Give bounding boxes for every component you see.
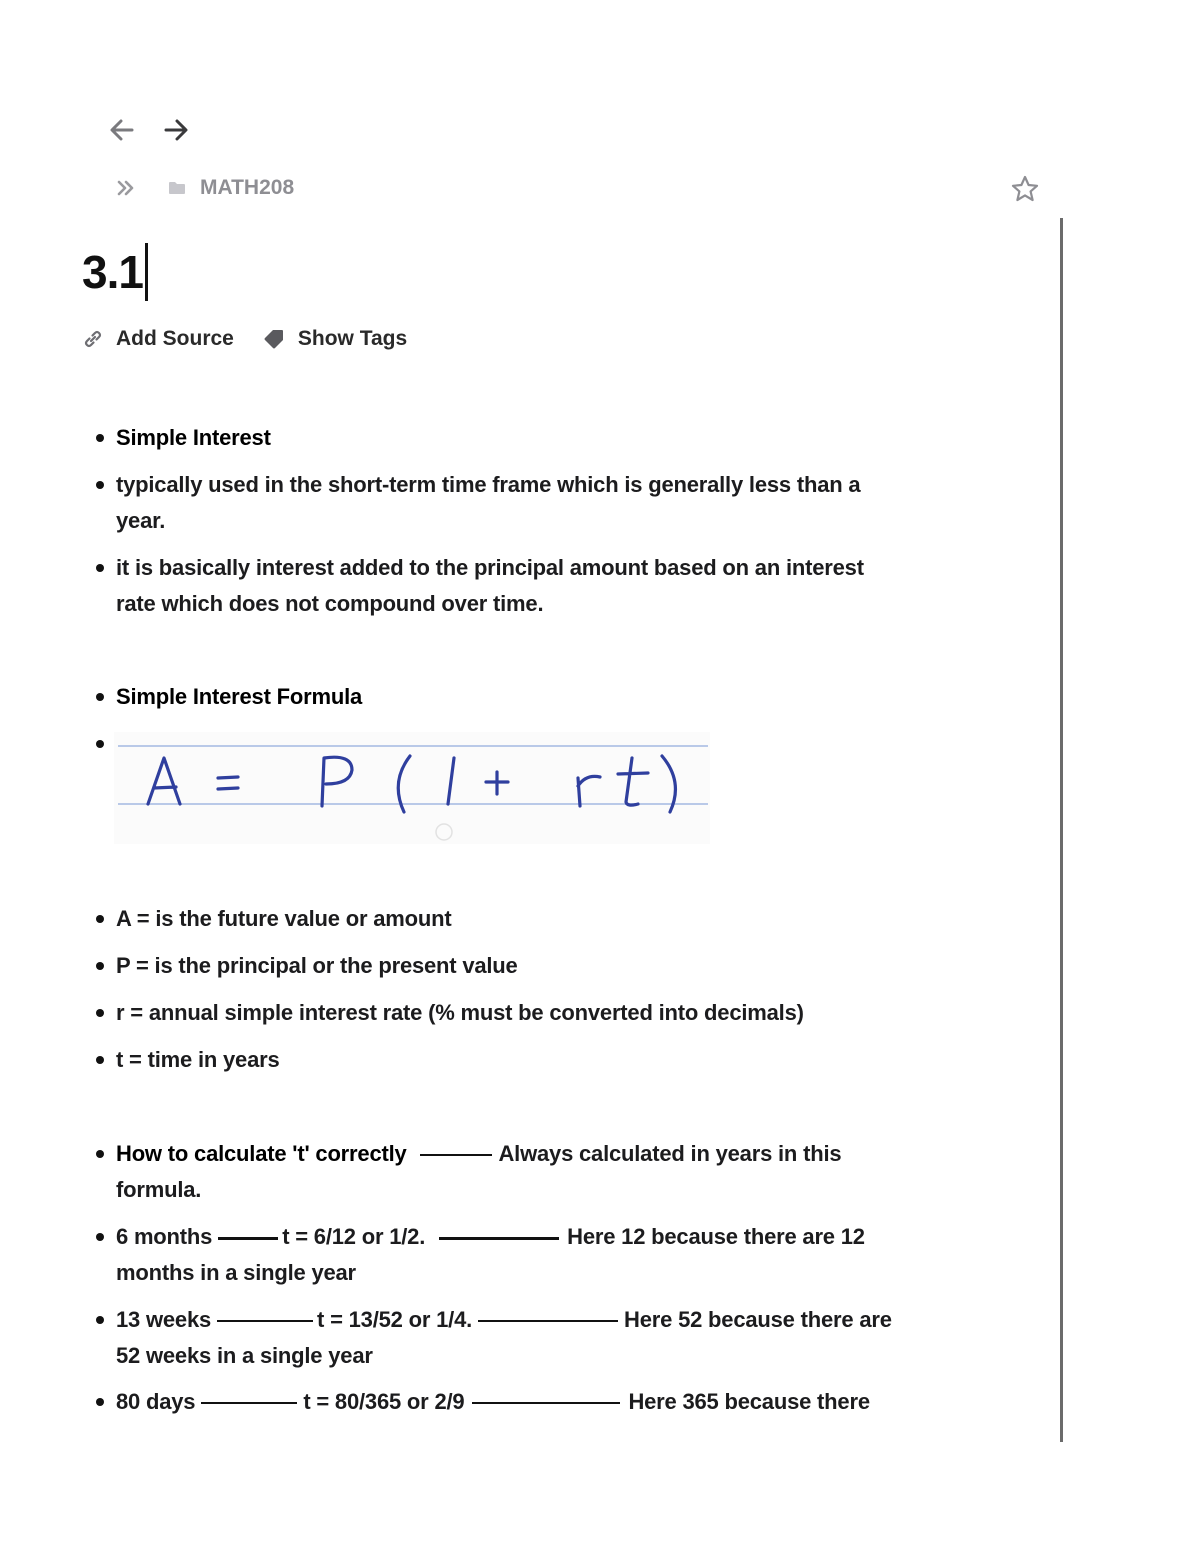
list-item-text[interactable]: year. xyxy=(116,508,166,533)
back-button[interactable] xyxy=(106,112,138,148)
bullet-dot xyxy=(96,1316,104,1324)
bullet-dot xyxy=(96,693,104,701)
arrow-right-icon xyxy=(162,118,190,142)
note-meta-row xyxy=(82,322,407,356)
bullet-dot xyxy=(96,1150,104,1158)
segment-text: t = 80/365 or 2/9 xyxy=(303,1389,465,1414)
segment-text: Here 365 because there xyxy=(628,1389,870,1414)
add-source-label: Add Source xyxy=(116,327,234,350)
list-item-text[interactable]: 52 weeks in a single year xyxy=(116,1343,373,1368)
bullet-dot xyxy=(96,1009,104,1017)
list-item-text[interactable]: t = time in years xyxy=(116,1047,280,1072)
list-item-text[interactable]: Simple Interest Formula xyxy=(116,684,363,709)
add-source-button[interactable] xyxy=(82,327,234,351)
bullet-dot xyxy=(96,962,104,970)
dash-divider xyxy=(201,1402,297,1404)
segment-text: Here 12 because there are 12 xyxy=(567,1224,865,1249)
bullet-dot xyxy=(96,1056,104,1064)
double-chevron-right-icon xyxy=(116,179,136,197)
expand-sidebar-button[interactable] xyxy=(112,174,140,202)
segment-text: t = 6/12 or 1/2. xyxy=(282,1224,426,1249)
list-item-text[interactable] xyxy=(116,1302,892,1338)
bullet-dot xyxy=(96,740,104,748)
segment-text: 6 months xyxy=(116,1224,213,1249)
segment-text: 80 days xyxy=(116,1389,196,1414)
handwritten-formula-image[interactable] xyxy=(114,732,710,844)
list-item-text[interactable]: months in a single year xyxy=(116,1260,356,1285)
bullet-dot xyxy=(96,481,104,489)
list-item-text[interactable]: typically used in the short-term time frame which is generally less than a xyxy=(116,472,861,497)
bullet-dot xyxy=(96,564,104,572)
folder-icon xyxy=(168,178,188,198)
list-item-text[interactable]: it is basically interest added to the principal amount based on an interest xyxy=(116,555,864,580)
dash-divider xyxy=(420,1154,492,1156)
segment-text: Here 52 because there are xyxy=(624,1307,892,1332)
bold-text: How to calculate 't' correctly xyxy=(116,1141,407,1166)
list-item-text[interactable]: r = annual simple interest rate (% must be converted into decimals) xyxy=(116,1000,804,1025)
bullet-dot xyxy=(96,1233,104,1241)
dash-divider xyxy=(439,1237,559,1240)
list-item-text[interactable]: Simple Interest xyxy=(116,425,271,450)
plain-text: Always calculated in years in this xyxy=(498,1141,842,1166)
arrow-left-icon xyxy=(108,118,136,142)
list-item-text[interactable]: formula. xyxy=(116,1177,202,1202)
dash-divider xyxy=(478,1320,618,1322)
bullet-dot xyxy=(96,915,104,923)
show-tags-button[interactable] xyxy=(262,327,407,351)
handwriting-drawing xyxy=(114,732,710,844)
forward-button[interactable] xyxy=(160,112,192,148)
list-item-text[interactable] xyxy=(116,1219,865,1255)
link-icon xyxy=(82,328,104,350)
show-tags-label: Show Tags xyxy=(297,327,408,350)
list-item-text[interactable]: A = is the future value or amount xyxy=(116,906,452,931)
text-caret xyxy=(145,243,148,301)
segment-text: 13 weeks xyxy=(116,1307,212,1332)
list-item-text[interactable]: rate which does not compound over time. xyxy=(116,591,544,616)
segment-text: t = 13/52 or 1/4. xyxy=(317,1307,473,1332)
list-item-text[interactable]: P = is the principal or the present value xyxy=(116,953,518,978)
bullet-dot xyxy=(96,1398,104,1406)
page-title[interactable]: 3.1 xyxy=(82,246,143,298)
note-title-field[interactable] xyxy=(82,240,148,304)
list-item-text[interactable] xyxy=(116,1384,870,1420)
bullet-dot xyxy=(96,434,104,442)
breadcrumb-folder[interactable]: MATH208 xyxy=(200,176,295,199)
dash-divider xyxy=(472,1402,620,1404)
scrollbar[interactable] xyxy=(1060,218,1063,1442)
tag-icon xyxy=(262,327,286,351)
list-item-text[interactable] xyxy=(116,1136,841,1172)
dash-divider xyxy=(217,1320,313,1322)
favorite-button[interactable] xyxy=(1008,172,1042,206)
breadcrumb xyxy=(112,172,294,204)
star-icon xyxy=(1010,174,1040,204)
dash-divider xyxy=(218,1237,278,1240)
